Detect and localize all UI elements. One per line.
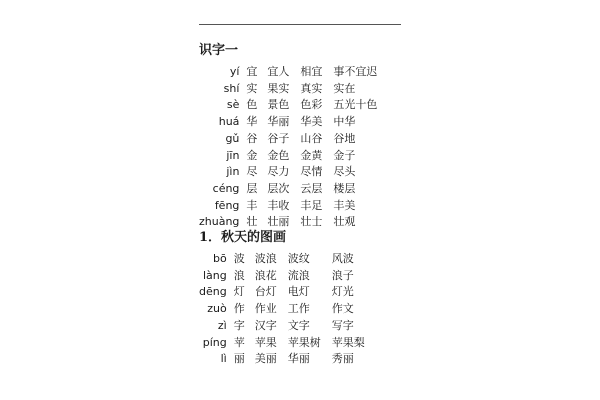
pinyin: yí bbox=[229, 65, 240, 78]
word: 汉字 bbox=[254, 318, 277, 332]
character: 灯 bbox=[233, 285, 245, 299]
word: 美丽 bbox=[254, 352, 277, 366]
vocab-row bbox=[199, 251, 376, 268]
vocab-table bbox=[199, 251, 376, 368]
pinyin: píng bbox=[202, 335, 227, 349]
vocab-row bbox=[199, 214, 388, 231]
word: 丰足 bbox=[300, 198, 323, 212]
word: 尽情 bbox=[300, 165, 323, 179]
character: 尽 bbox=[246, 165, 258, 179]
pinyin: céng bbox=[212, 181, 240, 195]
word: 风波 bbox=[331, 252, 354, 265]
word: 五光十色 bbox=[333, 98, 378, 112]
character: 苹 bbox=[233, 335, 245, 349]
word: 山谷 bbox=[300, 131, 323, 145]
vocab-row bbox=[199, 318, 376, 335]
word: 层次 bbox=[267, 181, 290, 195]
vocab-table bbox=[199, 64, 388, 231]
character: 壮 bbox=[246, 215, 258, 229]
word: 壮士 bbox=[300, 215, 323, 229]
word: 浪花 bbox=[254, 268, 277, 282]
character: 字 bbox=[233, 318, 245, 332]
vocab-row bbox=[199, 64, 388, 81]
character: 宜 bbox=[246, 65, 258, 78]
vocab-row bbox=[199, 284, 376, 301]
word: 苹果树 bbox=[287, 335, 321, 349]
word: 文字 bbox=[287, 318, 310, 332]
word: 华美 bbox=[300, 115, 323, 129]
vocab-row bbox=[199, 301, 376, 318]
pinyin: dēng bbox=[199, 285, 227, 299]
vocab-row bbox=[199, 81, 388, 98]
word: 果实 bbox=[267, 81, 290, 95]
word: 谷地 bbox=[333, 131, 356, 145]
pinyin: huá bbox=[218, 115, 240, 129]
word: 浪子 bbox=[331, 268, 354, 282]
word: 华丽 bbox=[287, 352, 310, 366]
character: 波 bbox=[233, 252, 245, 265]
word: 台灯 bbox=[254, 285, 277, 299]
pinyin: zì bbox=[217, 318, 227, 332]
vocab-row bbox=[199, 114, 388, 131]
word: 金色 bbox=[267, 148, 290, 162]
word: 实在 bbox=[333, 81, 356, 95]
top-divider bbox=[199, 24, 401, 25]
section-autumn-picture bbox=[199, 230, 376, 368]
vocab-row bbox=[199, 198, 388, 215]
vocab-row bbox=[199, 148, 388, 165]
word: 作业 bbox=[254, 302, 277, 316]
character: 谷 bbox=[246, 131, 258, 145]
vocab-row bbox=[199, 268, 376, 285]
word: 云层 bbox=[300, 181, 323, 195]
word: 波纹 bbox=[287, 252, 310, 265]
character: 丽 bbox=[233, 352, 245, 366]
character: 色 bbox=[246, 98, 258, 112]
word: 尽头 bbox=[333, 165, 356, 179]
character: 作 bbox=[233, 302, 245, 316]
pinyin: shí bbox=[223, 81, 240, 95]
vocab-row bbox=[199, 181, 388, 198]
section-title: 识字一 bbox=[199, 43, 239, 58]
word: 苹果梨 bbox=[331, 335, 365, 349]
word: 真实 bbox=[300, 81, 323, 95]
word: 丰收 bbox=[267, 198, 290, 212]
word: 金子 bbox=[333, 148, 356, 162]
pinyin: làng bbox=[202, 268, 227, 282]
pinyin: fēng bbox=[214, 198, 240, 212]
character: 层 bbox=[246, 181, 258, 195]
word: 金黄 bbox=[300, 148, 323, 162]
word: 谷子 bbox=[267, 131, 290, 145]
word: 华丽 bbox=[267, 115, 290, 129]
vocab-row bbox=[199, 335, 376, 352]
character: 华 bbox=[246, 115, 258, 129]
word: 流浪 bbox=[287, 268, 310, 282]
pinyin: zuò bbox=[207, 302, 227, 316]
word: 波浪 bbox=[254, 252, 277, 265]
pinyin: gǔ bbox=[225, 131, 240, 145]
word: 楼层 bbox=[333, 181, 356, 195]
pinyin: zhuàng bbox=[199, 215, 240, 229]
word: 中华 bbox=[333, 115, 356, 129]
pinyin: bō bbox=[213, 252, 227, 265]
section-title: 1．秋天的图画 bbox=[199, 230, 287, 245]
vocab-row bbox=[199, 97, 388, 114]
vocab-row bbox=[199, 131, 388, 148]
pinyin: sè bbox=[226, 98, 240, 112]
section-shizi-yi bbox=[199, 43, 388, 231]
character: 实 bbox=[246, 81, 258, 95]
pinyin: lì bbox=[220, 352, 227, 366]
word: 丰美 bbox=[333, 198, 356, 212]
vocab-row bbox=[199, 164, 388, 181]
character: 丰 bbox=[246, 198, 258, 212]
character: 浪 bbox=[233, 268, 245, 282]
word: 工作 bbox=[287, 302, 310, 316]
word: 秀丽 bbox=[331, 352, 354, 366]
character: 金 bbox=[246, 148, 258, 162]
word: 灯光 bbox=[331, 285, 354, 299]
word: 电灯 bbox=[287, 285, 310, 299]
word: 壮观 bbox=[333, 215, 356, 229]
word: 景色 bbox=[267, 98, 290, 112]
word: 壮丽 bbox=[267, 215, 290, 229]
vocab-row bbox=[199, 351, 376, 368]
word: 苹果 bbox=[254, 335, 277, 349]
pinyin: jīn bbox=[226, 148, 240, 162]
word: 色彩 bbox=[300, 98, 323, 112]
word: 事不宜迟 bbox=[333, 65, 378, 78]
word: 相宜 bbox=[300, 65, 323, 78]
word: 尽力 bbox=[267, 165, 290, 179]
word: 作文 bbox=[331, 302, 354, 316]
word: 宜人 bbox=[267, 65, 290, 78]
pinyin: jìn bbox=[226, 165, 240, 179]
word: 写字 bbox=[331, 318, 354, 332]
